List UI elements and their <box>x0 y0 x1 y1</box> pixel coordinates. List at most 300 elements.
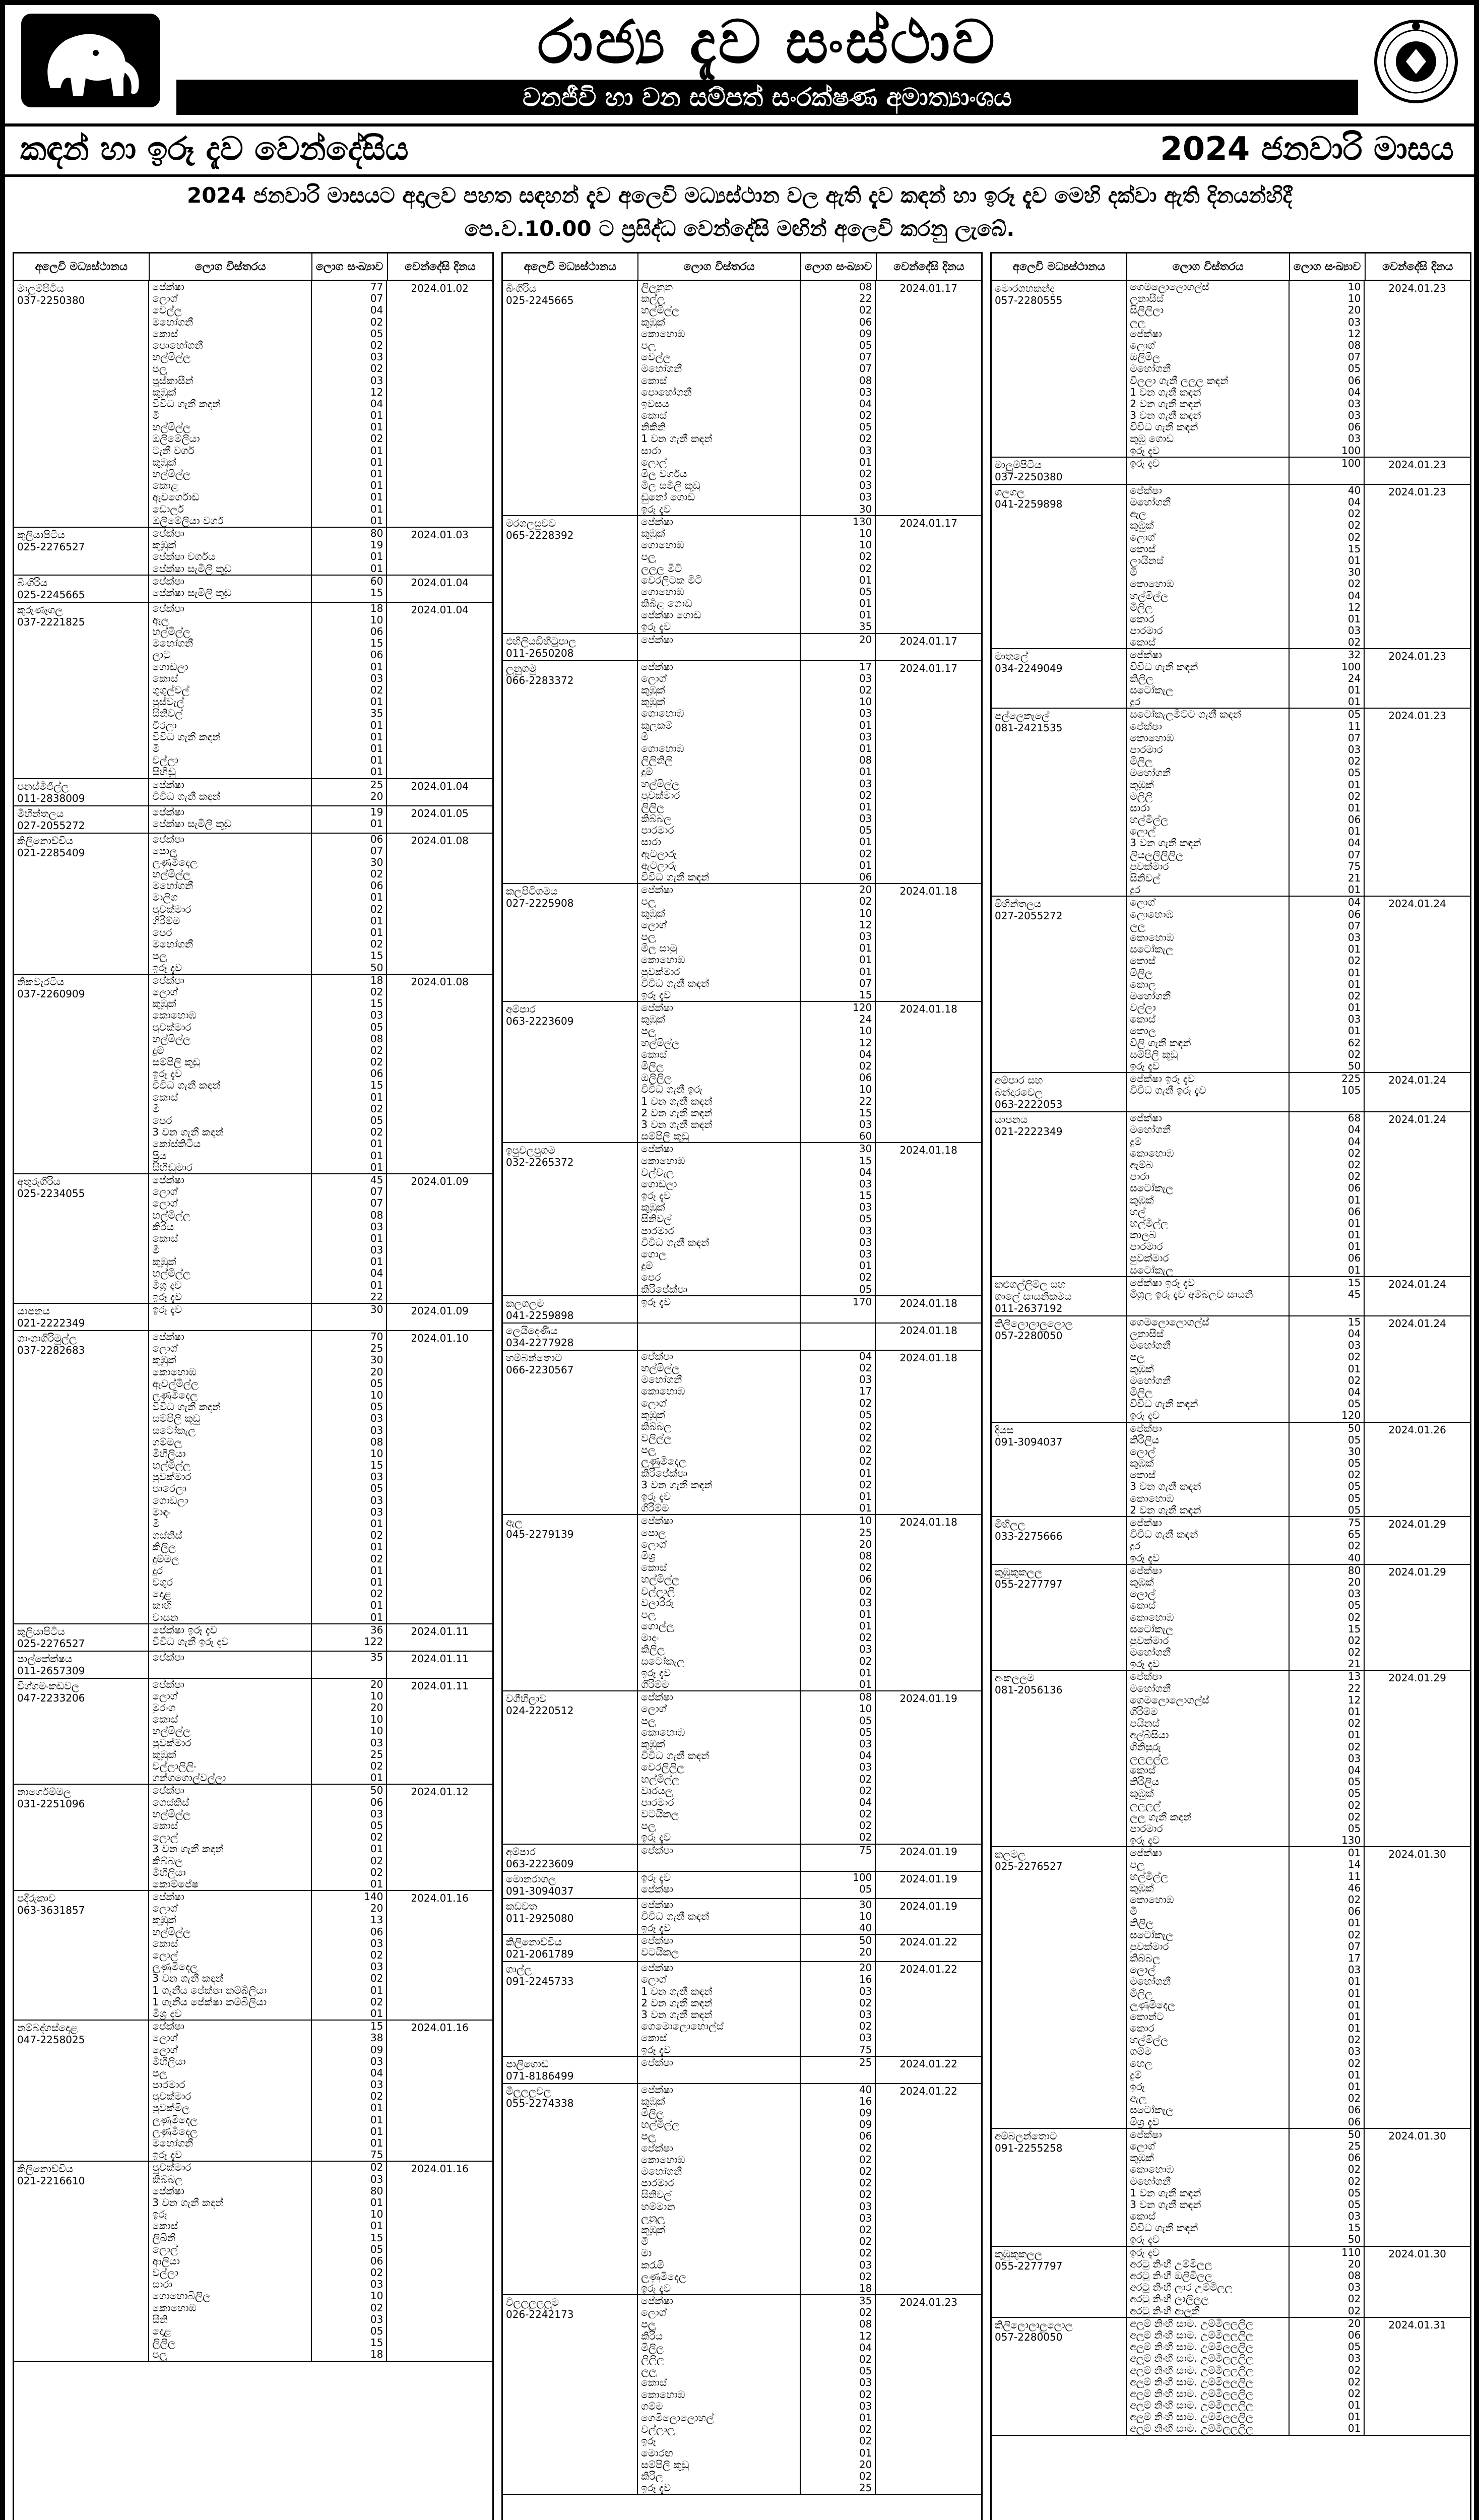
log-description: සිනිවල් <box>641 2189 672 2201</box>
log-count: 08 <box>859 1691 872 1704</box>
log-count: 02 <box>1347 990 1361 1002</box>
log-description: සාරා <box>152 2279 172 2291</box>
log-count: 03 <box>1347 2282 1361 2294</box>
sales-center <box>503 1691 638 1843</box>
phone-number: 011-2925080 <box>506 1912 574 1924</box>
log-count: 01 <box>1347 1229 1361 1241</box>
log-description: ලුනාසීස් <box>1130 1328 1164 1340</box>
log-description: පේක්ෂා <box>152 1678 184 1690</box>
log-description: මහෝගනී <box>152 2137 194 2149</box>
log-description: ඉරූ දැව <box>641 1491 671 1502</box>
intro-line-2: පෙ.ව.10.00 ට ප්‍රසිද්ධ වෙන්දේසි මඟින් අලෙවි කරනු ලැබේ. <box>464 216 1015 241</box>
auction-date: 2024.01.19 <box>899 1845 957 1858</box>
phone-number: 037-2260909 <box>17 987 85 1000</box>
log-description: පාරමාර <box>1130 1241 1163 1253</box>
sales-center-row <box>14 528 492 576</box>
log-count: 09 <box>859 2107 872 2119</box>
log-description: මී <box>152 1244 160 1256</box>
log-description: වල්ලාලිලිං <box>152 1760 197 1772</box>
log-description: කොර <box>1130 613 1154 625</box>
log-counts <box>801 1351 876 1515</box>
log-count: 02 <box>859 789 872 801</box>
sales-center-row <box>503 1872 981 1899</box>
log-description: කල්ලු <box>641 293 665 305</box>
log-count: 10 <box>370 1389 383 1401</box>
log-count: 02 <box>859 1820 872 1832</box>
log-description: මිශ්‍රල ඉරූ දැව අම්බලව සායනි <box>1130 1289 1253 1300</box>
log-count: 05 <box>1347 2187 1361 2199</box>
log-count: 22 <box>370 1291 383 1303</box>
log-count: 01 <box>859 859 872 871</box>
log-description: පේක්ෂා <box>1130 2128 1162 2140</box>
log-description: ලොග් <box>641 1974 667 1986</box>
log-description: හල්මිල්ල <box>641 1362 680 1374</box>
log-counts <box>312 528 387 575</box>
log-description: ගොහොඹ <box>641 539 684 551</box>
log-description: පේක්ෂා <box>1130 1847 1162 1859</box>
log-count: 03 <box>859 731 872 743</box>
log-description: ගෙමලොලොගල්ස් <box>1130 1316 1209 1328</box>
log-description: කරැමි <box>641 2259 664 2271</box>
header-items: ලොග විස්තරය <box>1127 254 1290 280</box>
log-descriptions <box>149 1174 312 1303</box>
log-description: හල්මිල්ල <box>152 421 191 433</box>
log-description: ලුණුමිදෙල <box>152 2114 198 2126</box>
sales-center <box>14 779 149 805</box>
log-count: 02 <box>370 1044 383 1056</box>
log-count: 02 <box>859 2142 872 2154</box>
log-count: 01 <box>859 1679 872 1690</box>
center-name: කලගලම <box>506 1297 544 1309</box>
center-name: අම්පාර <box>506 1003 536 1016</box>
auction-date: 2024.01.18 <box>899 885 957 898</box>
log-count: 01 <box>370 1518 383 1530</box>
log-description: හල්මිල්ල <box>1130 1217 1169 1229</box>
log-count: 02 <box>859 1997 872 2009</box>
log-description: ගොහොඹ <box>641 742 684 754</box>
log-description: මුරංග <box>152 1702 176 1714</box>
log-description: කුඹුක් <box>152 456 176 468</box>
log-count: 08 <box>370 1033 383 1045</box>
sales-center-row <box>503 516 981 634</box>
log-description: ලොග් <box>641 1538 667 1550</box>
log-count: 20 <box>370 1678 383 1690</box>
sales-center <box>14 1785 149 1890</box>
log-description: මහෝගනී <box>1130 1682 1171 1694</box>
center-name: විග්ගමංකඩවල <box>17 1679 80 1692</box>
log-counts <box>1290 1847 1365 2128</box>
center-name: ගලගල <box>995 485 1025 498</box>
sales-center-row <box>992 1517 1470 1565</box>
log-descriptions <box>149 603 312 778</box>
log-count: 02 <box>370 2302 383 2314</box>
auction-date: 2024.01.31 <box>1388 2318 1446 2331</box>
log-description: ලුණුමිදෙල <box>152 2125 198 2137</box>
log-count: 02 <box>1347 2175 1361 2187</box>
log-count: 05 <box>1347 1600 1361 1612</box>
log-count: 05 <box>859 825 872 837</box>
log-count: 01 <box>859 836 872 848</box>
log-description: මිහිලියා <box>152 1447 186 1460</box>
log-description: ඉරූ දැව <box>641 2282 671 2294</box>
log-count: 06 <box>1347 2152 1361 2164</box>
log-description: මහෝගනී <box>152 938 194 951</box>
log-count: 01 <box>370 1878 383 1890</box>
log-description: ඉරූ දැව <box>152 962 182 974</box>
log-count: 05 <box>859 1726 872 1738</box>
log-description: ලොල් <box>1130 1964 1156 1976</box>
log-count: 03 <box>1347 316 1361 328</box>
log-descriptions <box>638 1324 801 1350</box>
log-descriptions <box>638 1691 801 1843</box>
log-descriptions <box>1127 649 1290 708</box>
log-count: 02 <box>370 868 383 880</box>
phone-number: 027-2225908 <box>506 897 574 910</box>
log-count: 03 <box>859 2400 872 2412</box>
sales-center <box>992 2247 1127 2317</box>
log-description: පේක්ෂා <box>152 575 184 587</box>
log-description: කොස් <box>1130 637 1156 649</box>
log-descriptions <box>149 576 312 602</box>
log-count: 03 <box>370 1471 383 1483</box>
log-description: හල්මිල්ල <box>152 1460 191 1472</box>
log-description: පලු <box>641 1715 656 1727</box>
log-description: ගිනිසුරු <box>1130 1741 1161 1753</box>
log-description: කොහොඹ <box>152 1010 197 1022</box>
log-counts <box>801 1296 876 1322</box>
sales-center <box>992 1112 1127 1276</box>
log-description: පාරමාර <box>1130 743 1163 755</box>
log-description: පේක්ෂා සැමිලි කූඩු <box>152 562 232 575</box>
log-description: පේක්ෂා <box>641 1899 673 1911</box>
log-count: 01 <box>1347 1987 1361 1999</box>
sales-center <box>503 2295 638 2494</box>
log-description: ලුණුමිදෙල <box>641 1456 687 1468</box>
log-count: 01 <box>370 468 383 480</box>
log-description: මහෝගනී <box>1130 767 1171 779</box>
sales-center-row <box>992 1671 1470 1847</box>
log-description: ලිලිල <box>641 2354 665 2365</box>
log-description: පුවක්මාර <box>1130 1634 1169 1647</box>
log-description: කිලිල <box>1130 1917 1154 1929</box>
log-descriptions <box>1127 709 1290 896</box>
phone-number: 021-2061789 <box>506 1948 574 1961</box>
log-description: මිශ්‍ර දැව <box>152 2007 182 2020</box>
log-descriptions <box>149 1785 312 1890</box>
log-count: 10 <box>370 2209 383 2221</box>
log-description: මහෝගනී <box>1130 1976 1171 1988</box>
log-count: 01 <box>859 719 872 731</box>
log-count: 02 <box>859 1832 872 1844</box>
log-descriptions <box>638 1899 801 1934</box>
log-count: 10 <box>1347 293 1361 305</box>
center-name: අංකලලම <box>995 1672 1035 1684</box>
log-description: පෙර <box>152 1115 172 1126</box>
log-description: සාරා <box>641 836 661 848</box>
intro-text <box>20 179 1459 249</box>
log-count: 100 <box>1341 661 1361 673</box>
center-name: යාපනය <box>17 1305 50 1317</box>
log-description: පාරමාර <box>1130 625 1163 637</box>
header-date: වෙන්දේසි දිනය <box>893 260 964 273</box>
sales-center <box>503 1351 638 1515</box>
log-description: ගොහොබිලිල <box>152 2290 211 2302</box>
log-description: හල්මිල්ල <box>1130 1870 1169 1882</box>
log-count: 02 <box>1347 1741 1361 1753</box>
log-description: අරටු නිංහී ආලුනී <box>1130 2305 1200 2317</box>
log-count: 80 <box>370 2185 383 2197</box>
log-count: 05 <box>370 1021 383 1033</box>
log-description: හල්මිල්ල <box>152 1268 191 1280</box>
log-descriptions <box>1127 1316 1290 1422</box>
log-description: සටෝකැල <box>1130 1623 1174 1635</box>
log-counts <box>801 2084 876 2294</box>
log-descriptions <box>1127 2318 1290 2435</box>
log-count: 01 <box>370 410 383 422</box>
log-description: කොල <box>1130 978 1156 990</box>
header-date: වෙන්දේසි දිනය <box>1382 260 1453 273</box>
log-description: 2 වන ගැනී කඳන් <box>1130 1504 1201 1516</box>
phone-number: 031-2251096 <box>17 1798 85 1810</box>
log-description: ලලුලල්ලු <box>1130 1752 1169 1765</box>
log-description: පේක්ෂා <box>1130 720 1162 732</box>
log-description: පේක්ෂා <box>641 1350 673 1362</box>
header-qty: ලොග සංඛ්‍යාව <box>1290 254 1366 280</box>
log-description: හල්මිල්ල <box>641 1773 680 1785</box>
elephant-logo-icon <box>20 13 161 108</box>
log-description: මිලිල <box>1130 755 1153 768</box>
log-description: ලොග් <box>152 1903 178 1915</box>
log-descriptions <box>638 1351 801 1515</box>
phone-number: 032-2265372 <box>506 1156 574 1169</box>
log-description: නිකිනි <box>641 421 666 433</box>
log-count: 02 <box>370 1832 383 1844</box>
log-count: 02 <box>859 1432 872 1444</box>
log-count: 05 <box>859 1715 872 1727</box>
log-count: 02 <box>370 1855 383 1867</box>
sales-center <box>14 1891 149 2020</box>
log-descriptions <box>638 884 801 1001</box>
log-descriptions <box>638 661 801 884</box>
log-description: පුවක්මාර <box>641 789 680 801</box>
log-description: ඔලිලිල <box>641 1072 672 1084</box>
log-description: වගුර <box>152 1576 173 1588</box>
log-count: 30 <box>859 1143 872 1155</box>
log-description: වීරලා <box>152 719 177 731</box>
log-count: 02 <box>370 1973 383 1985</box>
log-count: 03 <box>859 386 872 398</box>
log-counts <box>801 1935 876 1961</box>
log-descriptions <box>149 834 312 974</box>
log-description: පේක්ෂා <box>152 527 184 539</box>
auction-date: 2024.01.30 <box>1388 2247 1446 2260</box>
center-name: හම්බන්තොට <box>506 1351 562 1364</box>
log-description: 3 වන ගැනී කඳන් <box>1130 1481 1201 1493</box>
log-counts <box>1290 1517 1365 1564</box>
log-count: 20 <box>370 1702 383 1714</box>
log-count: 45 <box>1347 1289 1361 1300</box>
log-count: 75 <box>370 2149 383 2161</box>
log-count: 12 <box>859 919 872 931</box>
log-count: 03 <box>859 1118 872 1130</box>
log-description: ලිඛිනී <box>152 2232 176 2244</box>
log-description: ලොග් <box>152 1343 178 1355</box>
log-description: හල්මිල්ල <box>641 1573 680 1586</box>
log-description: පොහෝගනී <box>641 386 692 398</box>
log-description: සටෝකැල <box>1130 2104 1174 2116</box>
log-count: 07 <box>1347 849 1361 861</box>
phone-number: 037-2221825 <box>17 615 85 628</box>
sales-center-row <box>992 1565 1470 1671</box>
log-description: 2 වන ගැනී කඳන් <box>641 1997 713 2009</box>
sales-center-row <box>503 2057 981 2084</box>
log-count: 01 <box>1347 1217 1361 1229</box>
log-count: 01 <box>1347 2010 1361 2023</box>
sales-center-row <box>992 2247 1470 2318</box>
log-count: 08 <box>370 1209 383 1221</box>
log-description: විවිධ ගැනී කඳන් <box>152 790 221 802</box>
log-description: 2 වන ගැනී කඳන් <box>1130 398 1201 410</box>
log-description: ඇවල්මිල්ල <box>152 1377 199 1390</box>
log-description: කිබ්බල <box>152 2173 183 2185</box>
log-description: ගස්නිස් <box>152 1530 182 1542</box>
sales-center <box>992 1565 1127 1670</box>
log-description: ඉරූ දැව <box>641 1871 671 1883</box>
log-count: 01 <box>370 817 383 830</box>
phone-number: 021-2285409 <box>17 846 85 859</box>
sales-center <box>992 1671 1127 1846</box>
log-count: 02 <box>859 2021 872 2033</box>
log-description: මහෝගනී <box>1130 990 1171 1002</box>
log-description: ගෙමිලොලොහල් <box>641 2412 714 2424</box>
log-description: ඇටලාරු <box>641 859 677 871</box>
phone-number: 055-2274338 <box>506 2097 574 2109</box>
log-count: 36 <box>370 1624 383 1636</box>
log-count: 08 <box>1347 2270 1361 2282</box>
log-count: 03 <box>370 2079 383 2091</box>
log-description: ඉරූ දැව <box>641 2482 671 2494</box>
log-description: හම්මාන <box>641 2200 675 2213</box>
log-description: අරටු නිංහී උම්මිලල <box>1130 2258 1212 2270</box>
log-count: 20 <box>859 1538 872 1550</box>
log-description: පාරමාර <box>1130 1822 1163 1835</box>
log-count: 15 <box>859 1155 872 1167</box>
log-description: වල්ලාලී <box>641 1585 675 1597</box>
log-count: 02 <box>370 1530 383 1542</box>
center-name: මිහින්තලය <box>17 807 64 820</box>
log-description: ලලුලල් <box>1130 1799 1161 1811</box>
log-count: 06 <box>859 1573 872 1586</box>
log-description: ඔලිමේලියා වර්ග <box>152 515 224 527</box>
log-description: දොළ <box>152 1588 172 1600</box>
log-description: පේක්ෂා <box>641 1935 673 1947</box>
log-descriptions <box>1127 485 1290 649</box>
log-count: 10 <box>370 2290 383 2302</box>
sales-center-row <box>14 1785 492 1891</box>
log-description: ටැනී වර්ග <box>152 445 195 457</box>
log-count: 30 <box>1347 566 1361 579</box>
log-count: 06 <box>1347 814 1361 826</box>
log-count: 35 <box>370 1651 383 1663</box>
log-count: 01 <box>370 1138 383 1150</box>
phone-number: 037-2282683 <box>17 1344 85 1356</box>
log-count: 01 <box>859 574 872 586</box>
log-description: 3 වන ගැනී කඳන් <box>152 2196 224 2209</box>
sales-center-row <box>503 1691 981 1844</box>
log-description: මහෝගනී <box>1130 1124 1171 1136</box>
log-description: ලොල් <box>152 1949 178 1961</box>
log-count: 03 <box>1347 2046 1361 2058</box>
log-count: 04 <box>1347 1124 1361 1136</box>
phone-number: 055-2277797 <box>995 1578 1063 1590</box>
log-count: 10 <box>370 1725 383 1737</box>
sales-center <box>503 1143 638 1295</box>
log-count: 02 <box>859 2166 872 2177</box>
log-description: කුඹුක් <box>152 539 176 551</box>
log-count: 02 <box>1347 755 1361 768</box>
log-count: 46 <box>1347 1882 1361 1894</box>
phone-number: 091-3094037 <box>995 1435 1063 1448</box>
log-count: 10 <box>370 614 383 626</box>
phone-number: 081-2421535 <box>995 722 1063 734</box>
log-count: 19 <box>370 539 383 551</box>
log-description: ගෙස්කිස් <box>152 1796 189 1808</box>
log-descriptions <box>638 1845 801 1871</box>
center-name: පනස්මිජිල්ල <box>17 780 69 792</box>
log-count: 04 <box>859 398 872 410</box>
log-description: කොස් <box>152 672 178 684</box>
log-description: පේක්ෂා <box>1130 1422 1162 1434</box>
header-items: ලොග විස්තරය <box>150 254 312 280</box>
log-description: විවිධ ගැනී කඳන් <box>641 1910 710 1922</box>
phone-number: 027-2055272 <box>17 819 85 832</box>
log-count: 40 <box>1347 1552 1361 1564</box>
log-count: 50 <box>1347 1422 1361 1434</box>
log-description: ලුනාසීස් <box>1130 293 1164 305</box>
phone-number: 063-2223609 <box>506 1857 574 1870</box>
log-description: පේක්ෂා <box>641 1844 673 1856</box>
log-description: පේක්ෂා ඉරූ දැව <box>152 1624 218 1636</box>
log-description: ඉරූ දැව <box>641 1667 671 1679</box>
log-descriptions <box>638 1296 801 1322</box>
log-description: පොලු <box>152 845 177 857</box>
log-count: 03 <box>859 2259 872 2271</box>
log-count: 18 <box>370 2349 383 2361</box>
auction-date: 2024.01.05 <box>411 807 469 820</box>
center-name: මොරගහකන්ද <box>995 282 1055 294</box>
log-description: හල්මිල්ල <box>641 304 680 317</box>
log-count: 08 <box>370 1436 383 1448</box>
log-count: 03 <box>859 930 872 942</box>
log-description: පේක්ෂා <box>152 779 184 791</box>
log-count: 07 <box>1347 920 1361 932</box>
log-description: සිහිඬු <box>152 766 176 778</box>
log-count: 03 <box>859 813 872 825</box>
log-description: පේක්ෂා <box>152 281 184 293</box>
log-description: මිශ්‍ර දැව <box>152 1279 182 1291</box>
log-description: පුස්වැල් <box>152 696 184 708</box>
log-count: 68 <box>1347 1112 1361 1124</box>
log-descriptions <box>638 1872 801 1898</box>
log-description: කුඹුක් <box>152 1256 176 1268</box>
log-count: 12 <box>859 1037 872 1049</box>
log-count: 01 <box>370 2125 383 2137</box>
log-count: 02 <box>1347 1611 1361 1623</box>
log-count: 14 <box>1347 1859 1361 1871</box>
log-description: ලොග් <box>641 1397 667 1409</box>
log-description: වෙල්ල <box>641 351 671 363</box>
log-count: 02 <box>859 1773 872 1785</box>
